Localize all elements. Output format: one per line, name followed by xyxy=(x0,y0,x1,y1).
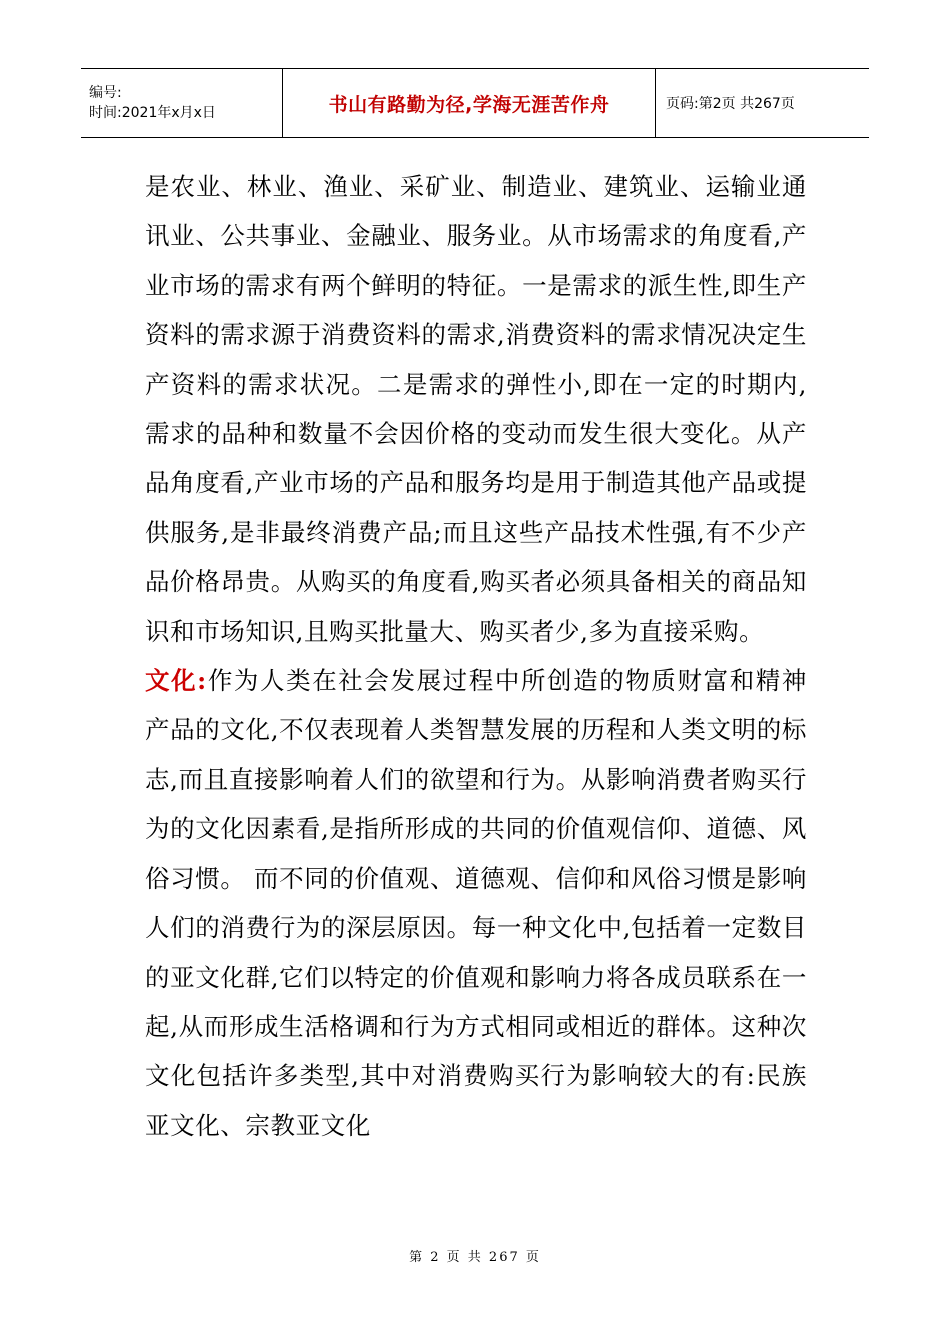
header-page-info xyxy=(656,69,869,137)
term-definition: 作为人类在社会发展过程中所创造的物质财富和精神产品的文化,不仅表现着人类智慧发展的历程和人类文明的标志,而且直接影响着人们的欲望和行为。从影响消费者购买行为的文化因素看,是指所形成的共同的价值观信仰、道德、风俗习惯。 而不同的价值观、道德观、信仰和风俗习惯是影响人们的消费行为的深层原因。每一种文化中,包括着一定数目的亚文化群,它们以特定的价值观和影响力将各成员联系在一起,从而形成生活格调和行为方式相同或相近的群体。这种次文化包括许多类型,其中对消费购买行为影响较大的有:民族亚文化、宗教亚文化 xyxy=(145,666,807,1140)
document-date-label: 时间:2021年x月x日 xyxy=(89,105,216,121)
body-paragraph-culture xyxy=(145,656,807,1150)
motto-text: 书山有路勤为径,学海无涯苦作舟 xyxy=(328,93,610,116)
header-page-label: 页码:第2页 共267页 xyxy=(666,96,795,112)
page-footer xyxy=(0,1246,950,1265)
page-header xyxy=(81,68,869,138)
document-body xyxy=(145,162,807,1150)
footer-page-number: 第 2 页 共 267 页 xyxy=(409,1250,541,1265)
body-paragraph: 是农业、林业、渔业、采矿业、制造业、建筑业、运输业通讯业、公共事业、金融业、服务业。从市场需求的角度看,产业市场的需求有两个鲜明的特征。一是需求的派生性,即生产资料的需求源于消费资料的需求,消费资料的需求情况决定生产资料的需求状况。二是需求的弹性小,即在一定的时期内,需求的品种和数量不会因价格的变动而发生很大变化。从产品角度看,产业市场的产品和服务均是用于制造其他产品或提供服务,是非最终消费产品;而且这些产品技术性强,有不少产品价格昂贵。从购买的角度看,购买者必须具备相关的商品知识和市场知识,且购买批量大、购买者少,多为直接采购。 xyxy=(145,172,807,646)
header-motto xyxy=(283,69,656,137)
term-heading: 文化: xyxy=(145,666,207,696)
header-meta xyxy=(81,69,283,137)
document-number-label: 编号: xyxy=(89,85,122,101)
